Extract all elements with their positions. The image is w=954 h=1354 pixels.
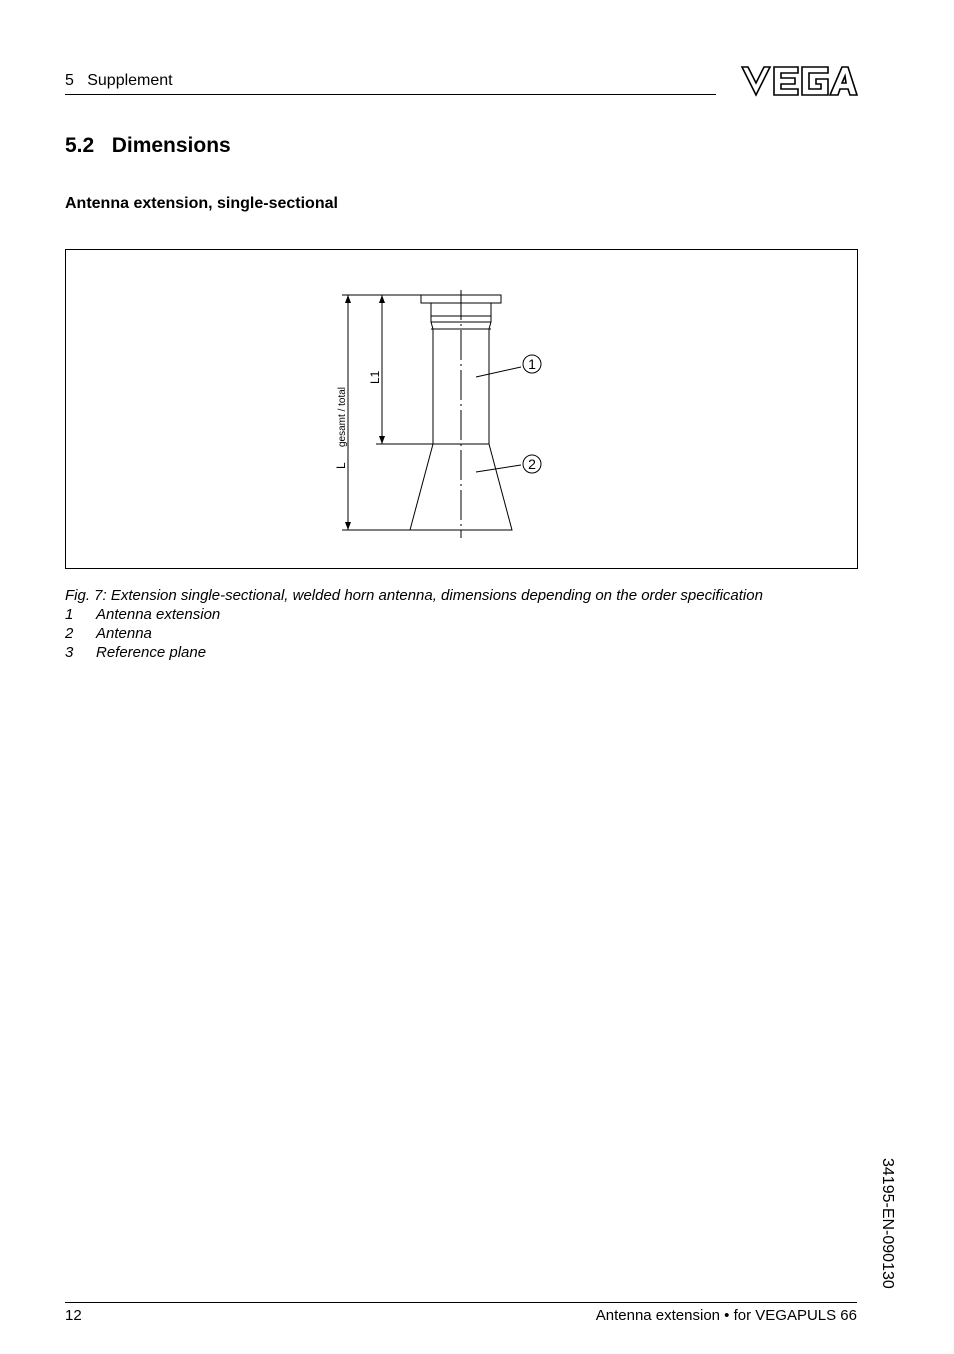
callout-2-number: 2 bbox=[528, 456, 536, 472]
callout-2-leader bbox=[476, 465, 521, 472]
legend-number: 2 bbox=[65, 625, 74, 642]
legend-label: Antenna bbox=[96, 625, 152, 642]
footer-rule bbox=[65, 1302, 857, 1303]
l1-label: L1 bbox=[368, 370, 382, 384]
l-total-suffix-label: gesamt / total bbox=[337, 386, 348, 447]
legend-label: Antenna extension bbox=[96, 606, 221, 623]
header-section-label: 5 Supplement bbox=[65, 72, 173, 89]
vega-logo bbox=[740, 64, 858, 98]
figure-frame bbox=[65, 249, 858, 569]
section-subtitle: Antenna extension, single-sectional bbox=[65, 195, 338, 212]
page-number: 12 bbox=[65, 1307, 82, 1324]
antenna-drawing bbox=[66, 250, 857, 568]
legend-label: Reference plane bbox=[96, 644, 207, 661]
legend-number: 1 bbox=[65, 606, 74, 623]
l-total-label: L bbox=[334, 462, 348, 469]
header-rule bbox=[65, 94, 716, 95]
section-title: 5.2 Dimensions bbox=[65, 134, 231, 157]
document-number: 34195-EN-090130 bbox=[879, 1158, 896, 1289]
footer-title: Antenna extension • for VEGAPULS 66 bbox=[595, 1307, 857, 1324]
figure-caption: Fig. 7: Extension single-sectional, welded horn antenna, dimensions depending on the order specification bbox=[65, 587, 763, 604]
callout-1-leader bbox=[476, 367, 521, 377]
callout-1-number: 1 bbox=[528, 356, 536, 372]
legend-number: 3 bbox=[65, 644, 74, 661]
